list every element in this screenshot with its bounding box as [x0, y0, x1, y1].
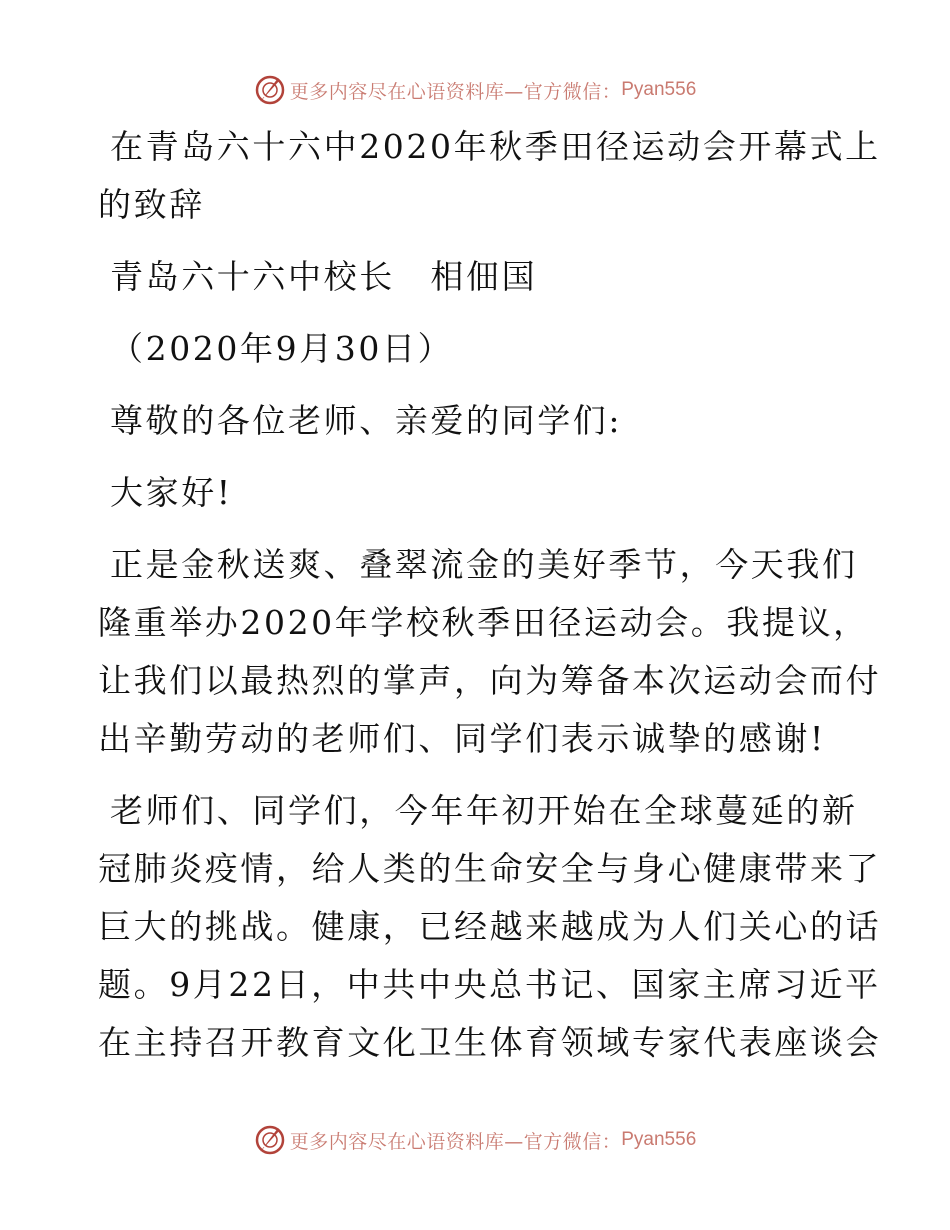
paragraph-1 — [98, 536, 882, 768]
paragraph-line: 巨大的挑战。健康，已经越来越成为人们关心的话 — [98, 907, 882, 946]
document-title — [98, 118, 881, 234]
greeting: 大家好! — [110, 473, 233, 512]
watermark-text: 更多内容尽在心语资料库—官方微信： — [289, 1130, 622, 1153]
paragraph-line: 正是金秋送爽、叠翠流金的美好季节，今天我们 — [110, 545, 858, 584]
greeting-line — [98, 464, 858, 522]
footer-watermark — [0, 1122, 950, 1158]
paragraph-line: 题。9月22日，中共中央总书记、国家主席习近平 — [98, 965, 881, 1004]
paragraph-line: 让我们以最热烈的掌声，向为筹备本次运动会而付 — [98, 661, 882, 700]
author: 青岛六十六中校长 相佃国 — [110, 257, 538, 296]
speech-date: （2020年9月30日） — [110, 329, 454, 368]
title-line: 的致辞 — [98, 185, 205, 224]
quill-logo-icon — [254, 74, 286, 106]
paragraph-line: 出辛勤劳动的老师们、同学们表示诚挚的感谢! — [98, 719, 826, 758]
salutation-line — [98, 392, 858, 450]
paragraph-line: 老师们、同学们，今年年初开始在全球蔓延的新 — [110, 791, 858, 830]
salutation: 尊敬的各位老师、亲爱的同学们: — [110, 401, 623, 440]
paragraph-line: 冠肺炎疫情，给人类的生命安全与身心健康带来了 — [98, 849, 882, 888]
watermark-text: 更多内容尽在心语资料库—官方微信： — [289, 80, 622, 103]
paragraph-2 — [98, 782, 882, 1072]
author-line — [98, 248, 858, 306]
watermark-wechat-id: Pyan556 — [621, 79, 697, 100]
paragraph-line: 在主持召开教育文化卫生体育领域专家代表座谈会 — [98, 1023, 882, 1062]
watermark-wechat-id: Pyan556 — [621, 1129, 697, 1150]
document-body — [98, 118, 882, 1072]
paragraph-line: 隆重举办2020年学校秋季田径运动会。我提议， — [98, 603, 869, 642]
quill-logo-icon — [254, 1124, 286, 1156]
title-line: 在青岛六十六中2020年秋季田径运动会开幕式上 — [110, 127, 881, 166]
date-line — [98, 320, 858, 378]
header-watermark — [0, 72, 950, 108]
